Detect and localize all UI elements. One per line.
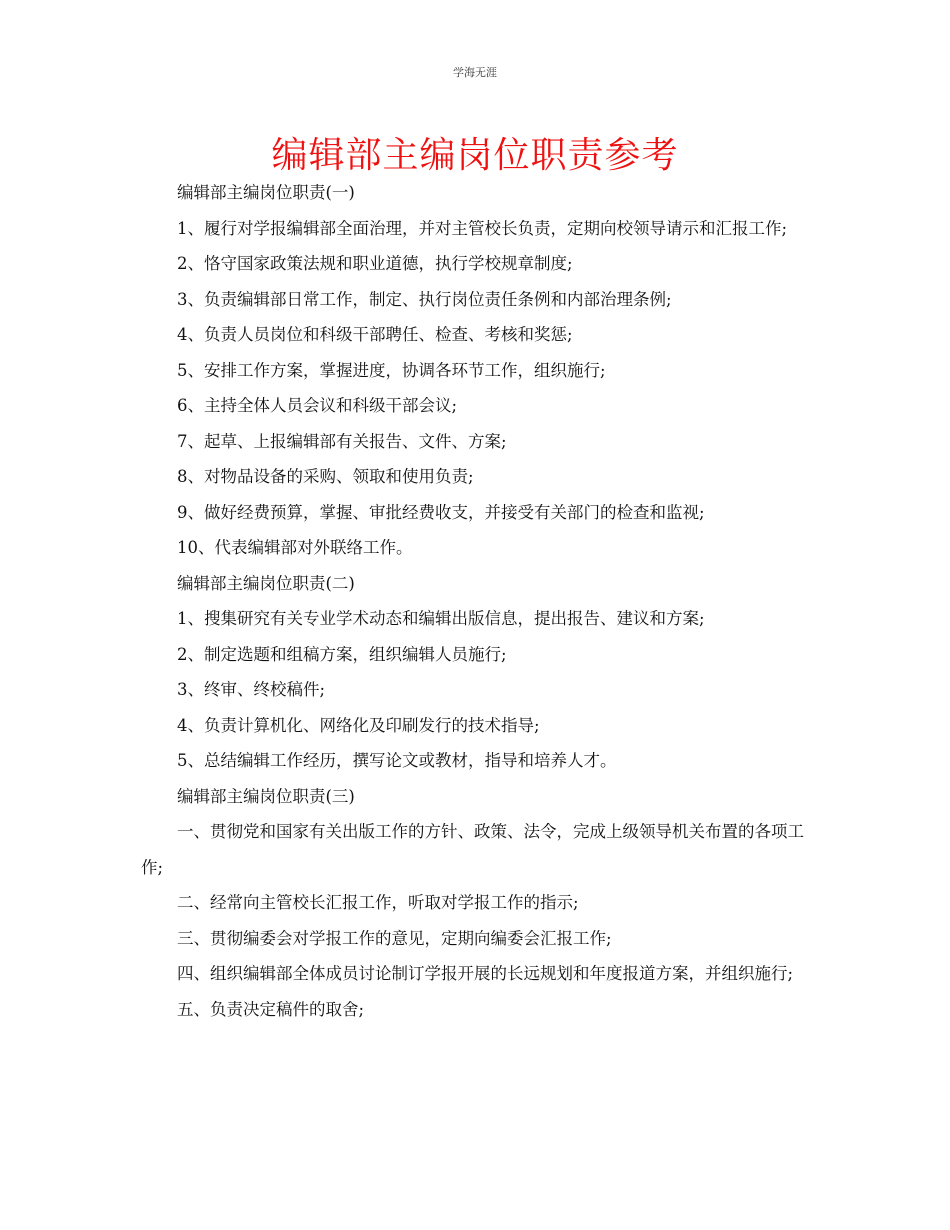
duty-item: 四、组织编辑部全体成员讨论制订学报开展的长远规划和年度报道方案，并组织施行; — [177, 964, 794, 983]
duty-item: 2、制定选题和组稿方案，组织编辑人员施行; — [177, 644, 507, 664]
duty-item: 1、搜集研究有关专业学术动态和编辑出版信息，提出报告、建议和方案; — [177, 609, 705, 628]
duty-item: 7、起草、上报编辑部有关报告、文件、方案; — [177, 431, 507, 451]
duty-item: 3、终审、终校稿件; — [177, 680, 326, 699]
duty-item: 2、恪守国家政策法规和职业道德，执行学校规章制度; — [177, 254, 573, 273]
duty-item: 一、贯彻党和国家有关出版工作的方针、政策、法令，完成上级领导机关布置的各项工作; — [141, 822, 804, 877]
duty-item: 9、做好经费预算，掌握、审批经费收支，并接受有关部门的检查和监视; — [177, 502, 705, 522]
document-title: 编辑部主编岗位职责参考 — [271, 135, 679, 176]
duty-item: 8、对物品设备的采购、领取和使用负责; — [177, 467, 474, 486]
duty-item: 4、负责人员岗位和科级干部聘任、检查、考核和奖惩; — [177, 325, 573, 344]
duty-item: 6、主持全体人员会议和科级干部会议; — [177, 396, 458, 415]
duty-item: 3、负责编辑部日常工作，制定、执行岗位责任条例和内部治理条例; — [177, 289, 672, 309]
duty-item: 1、履行对学报编辑部全面治理，并对主管校长负责，定期向校领导请示和汇报工作; — [177, 218, 788, 238]
duty-item: 5、安排工作方案，掌握进度，协调各环节工作，组织施行; — [177, 360, 606, 380]
page-header: 学海无涯 — [453, 66, 497, 79]
section-heading-2: 编辑部主编岗位职责(二) — [177, 573, 355, 593]
document-body — [141, 175, 811, 1027]
duty-item: 三、贯彻编委会对学报工作的意见，定期向编委会汇报工作; — [177, 928, 612, 948]
duty-item: 二、经常向主管校长汇报工作，听取对学报工作的指示; — [177, 893, 579, 912]
section-heading-1: 编辑部主编岗位职责(一) — [177, 183, 355, 202]
duty-item: 4、负责计算机化、网络化及印刷发行的技术指导; — [177, 715, 540, 735]
duty-item: 5、总结编辑工作经历，撰写论文或教材，指导和培养人才。 — [177, 751, 617, 770]
section-heading-3: 编辑部主编岗位职责(三) — [177, 786, 355, 806]
duty-item: 10、代表编辑部对外联络工作。 — [177, 538, 413, 557]
duty-item: 五、负责决定稿件的取舍; — [177, 999, 365, 1019]
